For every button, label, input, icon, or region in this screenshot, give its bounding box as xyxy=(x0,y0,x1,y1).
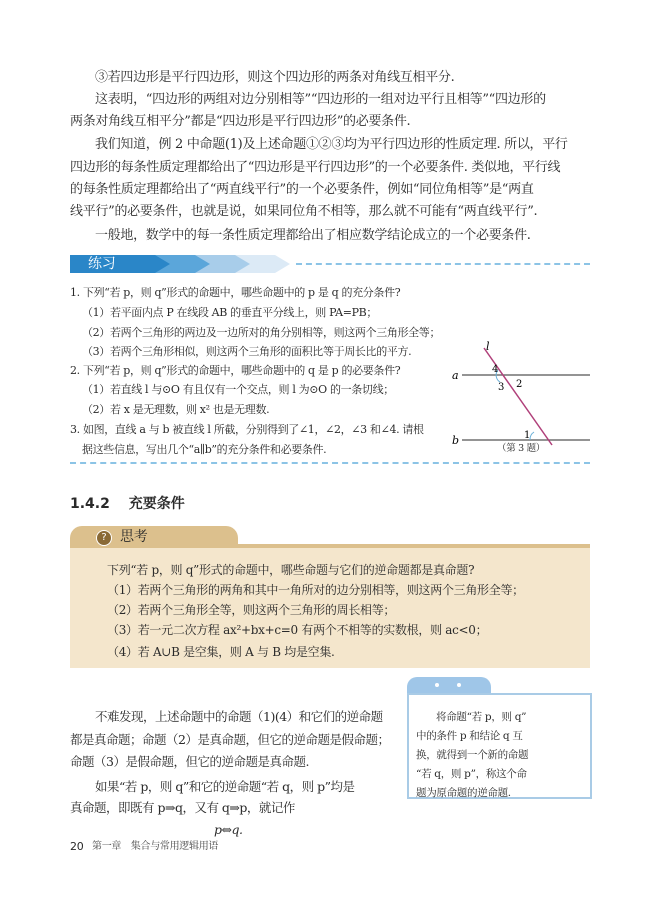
think-bar xyxy=(70,544,590,548)
section-heading xyxy=(70,493,185,513)
exercise-line: （2）若 x 是无理数，则 x² 也是无理数. xyxy=(82,403,270,416)
intro-line: 一般地，数学中的每一条性质定理都给出了相应数学结论成立的一个必要条件. xyxy=(95,228,531,243)
exercise-line: （3）若两个三角形相似，则这两个三角形的面积比等于周长比的平方. xyxy=(82,345,412,358)
body-line: 都是真命题；命题（2）是真命题，但它的逆命题是假命题； xyxy=(70,732,390,747)
think-line: （4）若 A∪B 是空集，则 A 与 B 均是空集. xyxy=(107,645,335,659)
label-l: l xyxy=(486,340,490,353)
intro-line: 我们知道，例 2 中命题(1)及上述命题①②③均为平行四边形的性质定理. 所以，平行 xyxy=(95,137,568,152)
divider xyxy=(70,462,590,464)
question-icon: ? xyxy=(96,530,112,546)
dot-icon xyxy=(457,683,461,687)
think-line: 下列“若 p，则 q”形式的命题中，哪些命题与它们的逆命题都是真命题? xyxy=(107,563,475,577)
note-line: “若 q，则 p”，称这个命 xyxy=(416,768,527,780)
exercise-line: 3. 如图，直线 a 与 b 被直线 l 所截，分别得到了∠1，∠2，∠3 和∠4. 请根 xyxy=(70,423,424,436)
note-line: 题为原命题的逆命题. xyxy=(416,787,511,799)
exercise-line: （1）若平面内点 P 在线段 AB 的垂直平分线上，则 PA=PB； xyxy=(82,306,378,319)
body-line: 真命题，即既有 p⇒q，又有 q⇒p，就记作 xyxy=(70,800,295,815)
label-angle-2: 2 xyxy=(516,379,523,390)
chapter-title: 第一章 集合与常用逻辑用语 xyxy=(92,841,219,852)
label-angle-3: 3 xyxy=(498,382,505,393)
intro-line: ③若四边形是平行四边形，则这个四边形的两条对角线互相平分. xyxy=(95,70,455,85)
body-line: 命题（3）是假命题，但它的逆命题是真命题. xyxy=(70,754,309,769)
think-line: （1）若两个三角形的两角和其中一角所对的边分别相等，则这两个三角形全等； xyxy=(107,583,524,597)
think-title: 思考 xyxy=(120,529,148,545)
exercise-line: （1）若直线 l 与⊙O 有且仅有一个交点，则 l 为⊙O 的一条切线； xyxy=(82,383,394,396)
intro-line: 的每条性质定理都给出了“两直线平行”的一个必要条件，例如“同位角相等”是“两直 xyxy=(70,182,534,197)
body-line: 不难发现，上述命题中的命题（1)(4）和它们的逆命题 xyxy=(95,709,383,724)
intro-line: 线平行”的必要条件，也就是说，如果同位角不相等，那么就不可能有“两直线平行”. xyxy=(70,204,538,219)
label-angle-4: 4 xyxy=(492,364,499,375)
dot-icon xyxy=(435,683,439,687)
angle-arc xyxy=(530,432,534,440)
note-line: 换，就得到一个新的命题 xyxy=(416,749,529,761)
label-a: a xyxy=(452,369,459,382)
label-b: b xyxy=(452,434,460,447)
line-l xyxy=(484,348,552,445)
section-number: 1.4.2 xyxy=(70,496,110,512)
figure-caption: （第 3 题） xyxy=(497,443,545,454)
intro-line: 四边形的每条性质定理都给出了“四边形是平行四边形”的一个必要条件. 类似地，平行线 xyxy=(70,160,561,175)
label-angle-1: 1 xyxy=(524,430,531,441)
divider xyxy=(296,263,590,265)
note-line: 中的条件 p 和结论 q 互 xyxy=(416,730,523,742)
note-line: 将命题“若 p，则 q” xyxy=(436,711,527,723)
exercise-line: 据这些信息，写出几个“a∥b”的充分条件和必要条件. xyxy=(82,443,327,456)
exercise-title: 练习 xyxy=(88,256,116,272)
parallel-lines-figure xyxy=(440,340,600,455)
exercise-line: 1. 下列“若 p，则 q”形式的命题中，哪些命题中的 p 是 q 的充分条件? xyxy=(70,286,401,299)
intro-line: 两条对角线互相平分”都是“四边形是平行四边形”的必要条件. xyxy=(70,114,411,129)
page-number: 20 xyxy=(70,840,84,853)
think-line: （3）若一元二次方程 ax²+bx+c=0 有两个不相等的实数根，则 ac<0； xyxy=(107,623,488,637)
section-title: 充要条件 xyxy=(128,496,185,512)
think-line: （2）若两个三角形全等，则这两个三角形的周长相等； xyxy=(107,603,396,617)
equivalence-formula: p⇔q. xyxy=(214,822,243,837)
intro-line: 这表明，“四边形的两组对边分别相等”“四边形的一组对边平行且相等”“四边形的 xyxy=(95,92,546,107)
body-line: 如果“若 p，则 q”和它的逆命题“若 q，则 p”均是 xyxy=(95,779,355,794)
exercise-line: 2. 下列“若 p，则 q”形式的命题中，哪些命题中的 q 是 p 的必要条件? xyxy=(70,364,401,377)
exercise-line: （2）若两个三角形的两边及一边所对的角分别相等，则这两个三角形全等； xyxy=(82,326,441,339)
